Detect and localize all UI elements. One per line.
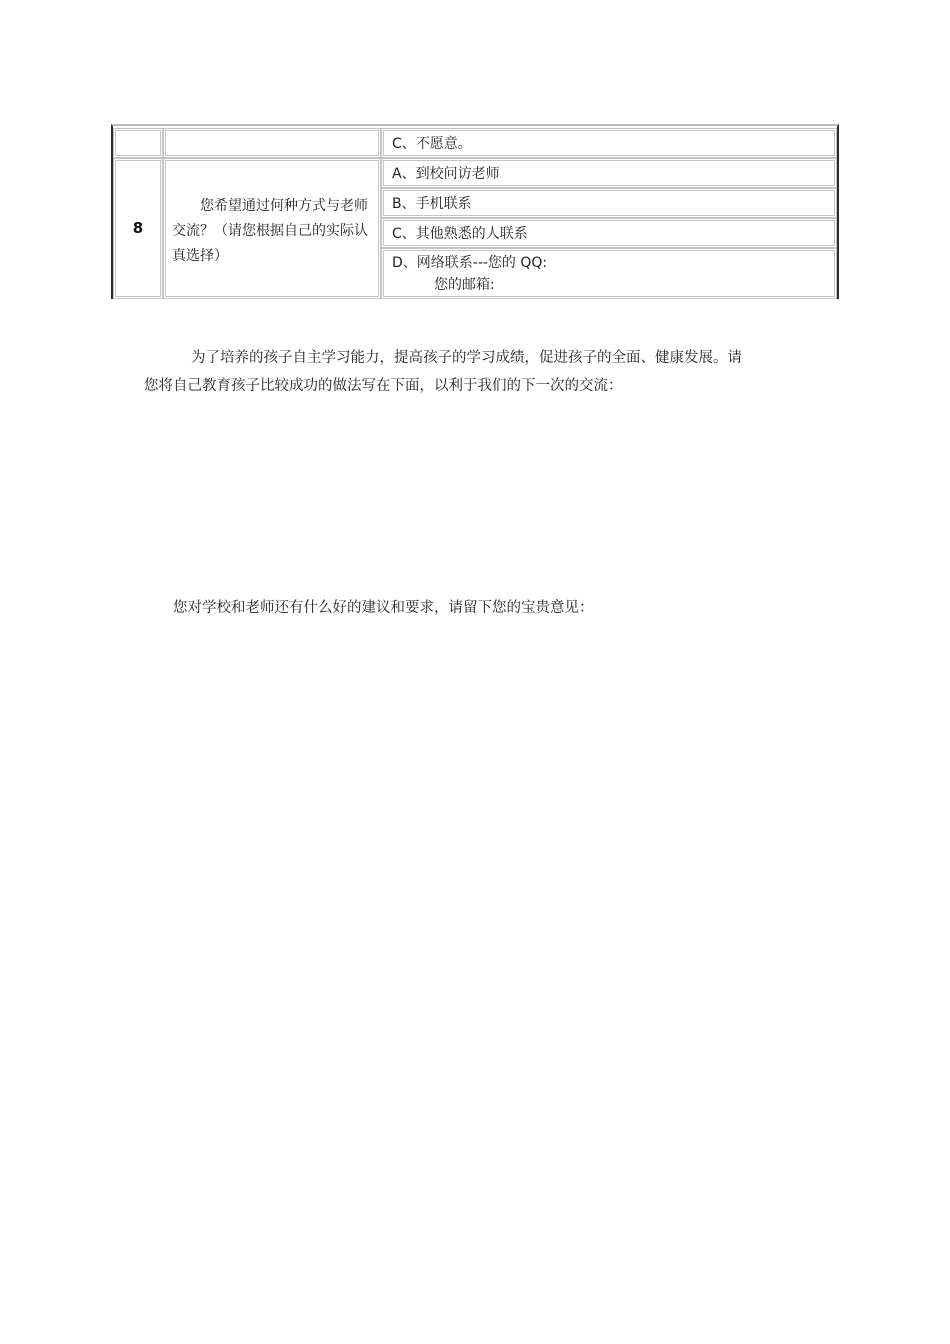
survey-table <box>111 124 839 299</box>
prev-row-question-cell <box>163 128 381 158</box>
paragraph-1-line-2: 您将自己教育孩子比较成功的做法写在下面，以利于我们的下一次的交流： <box>144 378 623 394</box>
option-a: A、到校问访老师 <box>392 166 500 182</box>
row8-number-cell <box>113 158 163 299</box>
paragraph-1-line-1: 为了培养的孩子自主学习能力，提高孩子的学习成绩，促进孩子的全面、健康发展。请 <box>191 350 742 366</box>
prev-row-option-c: C、不愿意。 <box>392 136 472 152</box>
option-d-cell <box>381 248 837 299</box>
option-c-cell <box>381 218 837 248</box>
paragraph-2: 您对学校和老师还有什么好的建议和要求，请留下您的宝贵意见： <box>173 600 594 616</box>
row8-question-cell <box>163 158 381 299</box>
prev-row-number-cell <box>113 128 163 158</box>
question-text: 您希望通过何种方式与老师交流？（请您根据自己的实际认真选择） <box>172 198 368 264</box>
option-b: B、手机联系 <box>392 196 472 212</box>
option-c: C、其他熟悉的人联系 <box>392 226 528 242</box>
prev-row-option-c-cell <box>381 128 837 158</box>
option-d-email-label: 您的邮箱: <box>434 277 495 293</box>
question-number: 8 <box>132 219 144 237</box>
option-b-cell <box>381 188 837 218</box>
option-a-cell <box>381 158 837 188</box>
option-d-qq-label: D、网络联系---您的 QQ: <box>392 255 548 271</box>
